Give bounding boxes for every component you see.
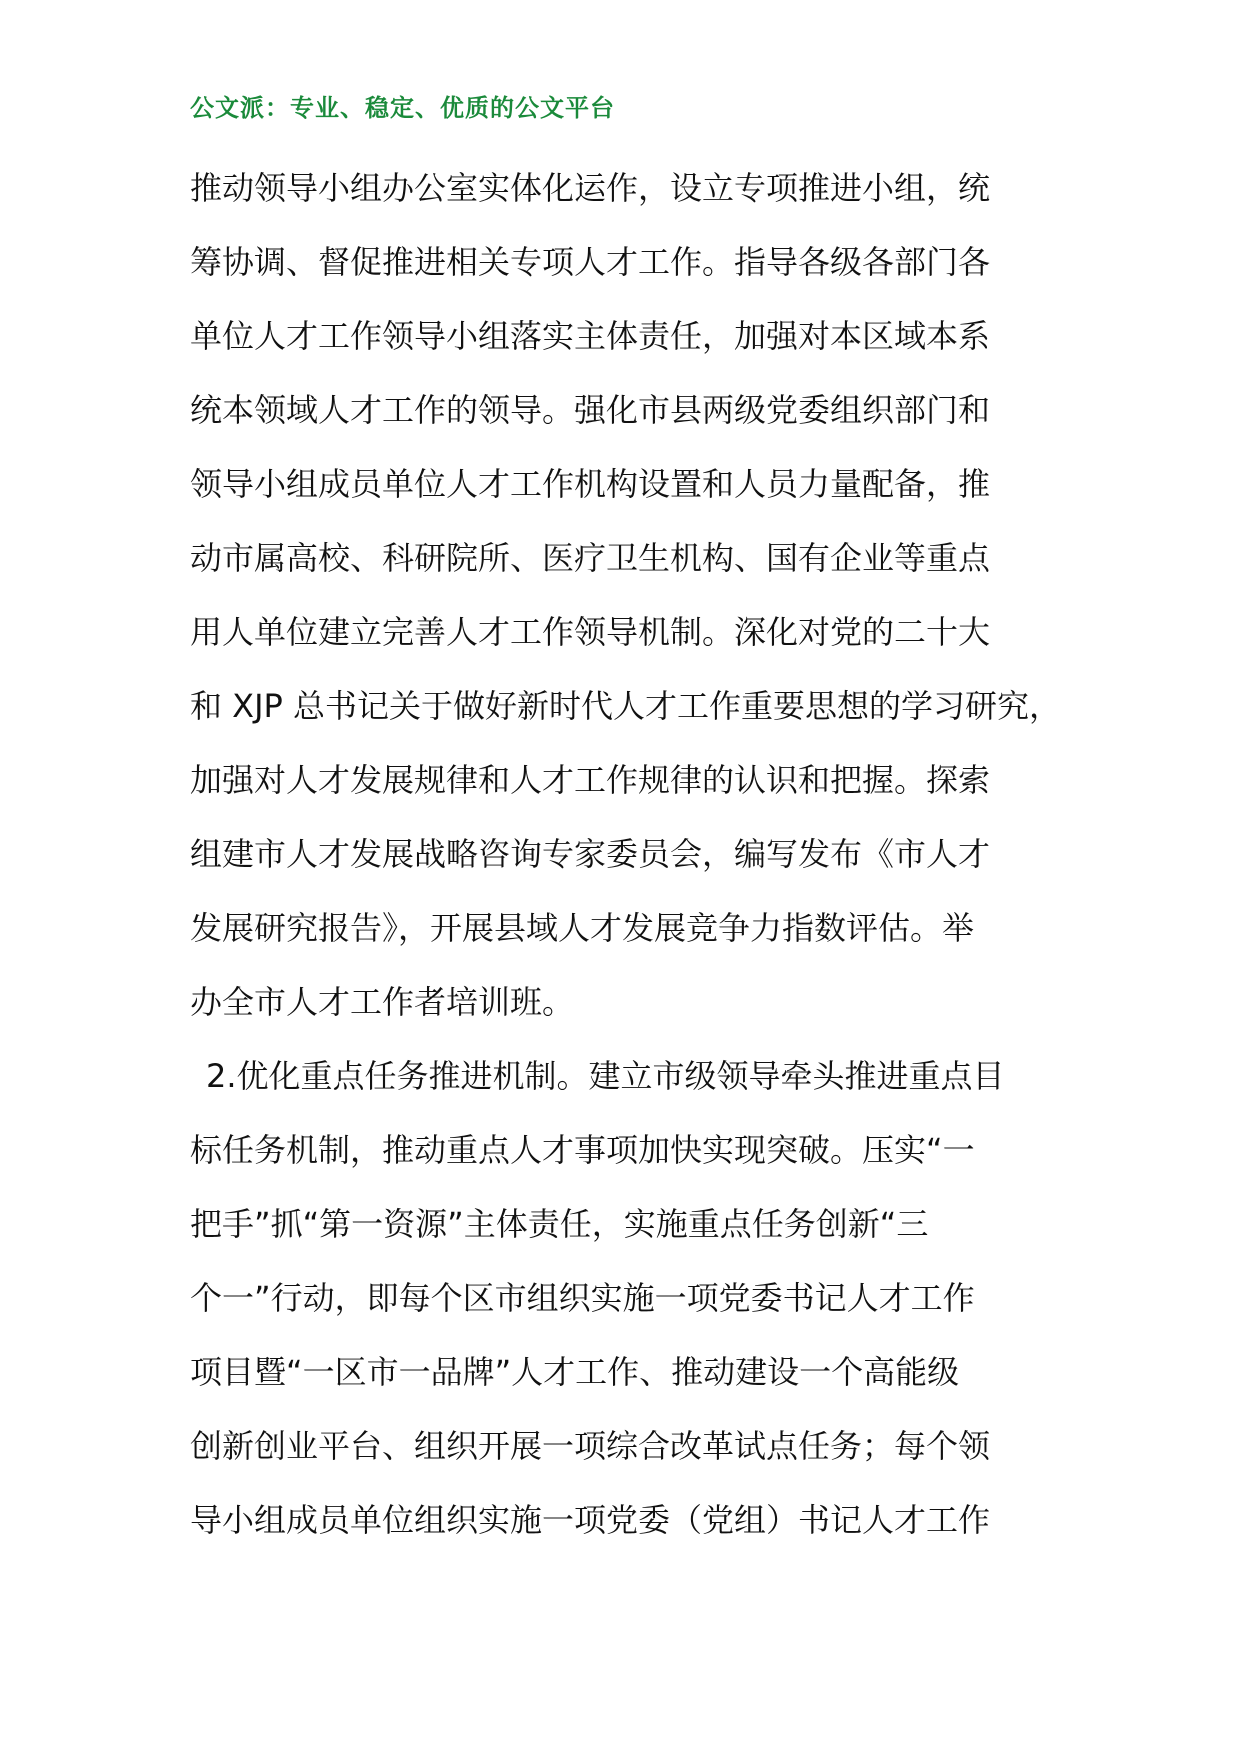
paragraph-line: 和 XJP 总书记关于做好新时代人才工作重要思想的学习研究， (190, 687, 1062, 725)
paragraph-line: 用人单位建立完善人才工作领导机制。深化对党的二十大 (190, 613, 991, 651)
paragraph-line: 发展研究报告》，开展县域人才发展竞争力指数评估。举 (190, 909, 975, 947)
paragraph-line: 推动领导小组办公室实体化运作，设立专项推进小组，统 (190, 169, 991, 207)
paragraph-line: 项目暨“一区市一品牌”人才工作、推动建设一个高能级 (190, 1353, 960, 1391)
paragraph-line: 个一”行动，即每个区市组织实施一项党委书记人才工作 (190, 1279, 975, 1317)
paragraph-2 (190, 1056, 1090, 1574)
paragraph-line: 动市属高校、科研院所、医疗卫生机构、国有企业等重点 (190, 539, 991, 577)
paragraph-line: 标任务机制，推动重点人才事项加快实现突破。压实“一 (190, 1131, 975, 1169)
paragraph-line: 2.优化重点任务推进机制。建立市级领导牵头推进重点目 (206, 1057, 1005, 1095)
paragraph-line: 把手”抓“第一资源”主体责任，实施重点任务创新“三 (190, 1205, 929, 1243)
paragraph-1 (190, 168, 1090, 1056)
paragraph-line: 单位人才工作领导小组落实主体责任，加强对本区域本系 (190, 317, 991, 355)
paragraph-line: 办全市人才工作者培训班。 (190, 983, 575, 1021)
paragraph-line: 统本领域人才工作的领导。强化市县两级党委组织部门和 (190, 391, 991, 429)
document-body (190, 168, 1090, 1574)
paragraph-line: 领导小组成员单位人才工作机构设置和人员力量配备，推 (190, 465, 991, 503)
paragraph-line: 组建市人才发展战略咨询专家委员会，编写发布《市人才 (190, 835, 991, 873)
paragraph-line: 导小组成员单位组织实施一项党委（党组）书记人才工作 (190, 1501, 991, 1539)
header-banner: 公文派：专业、稳定、优质的公文平台 (190, 93, 615, 122)
paragraph-line: 筹协调、督促推进相关专项人才工作。指导各级各部门各 (190, 243, 991, 281)
paragraph-line: 创新创业平台、组织开展一项综合改革试点任务；每个领 (190, 1427, 991, 1465)
paragraph-line: 加强对人才发展规律和人才工作规律的认识和把握。探索 (190, 761, 991, 799)
